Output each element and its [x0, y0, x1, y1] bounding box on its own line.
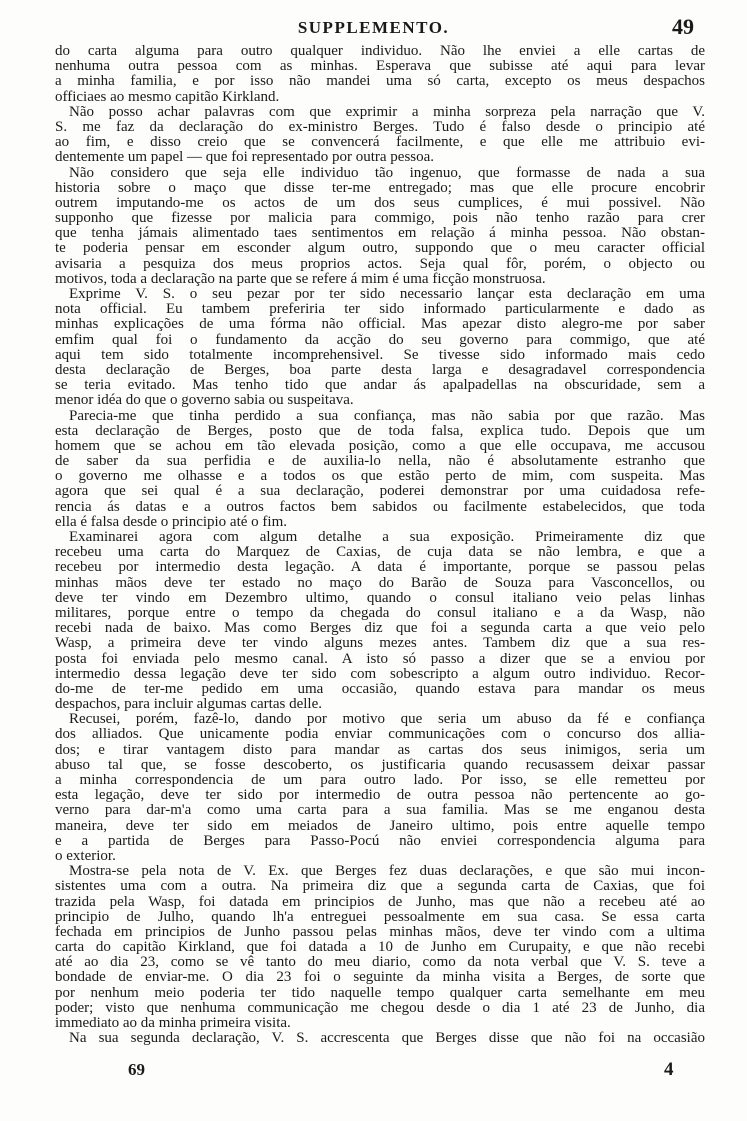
paragraph: [55, 44, 705, 105]
text-line: ella é falsa desde o principio até o fim.: [55, 513, 287, 530]
sheet-mark: 4: [664, 1059, 674, 1080]
text-line: Mostra-se pela nota de V. Ex. que Berges fez duas declarações, e que são mui incon-: [69, 863, 705, 880]
text-line: ao fim, e disso creio que se convencerá facilmente, e que elle me attribuio evi-: [55, 134, 705, 151]
paragraph: [55, 1031, 705, 1046]
text-line: menor idéa do que o governo sabia ou suspeitava.: [55, 392, 354, 409]
text-line: que tenha jámais alimentado taes sentimentos em relação á minha pessoa. Não obstan-: [55, 225, 705, 242]
text-line: a minha familia, e por isso não mandei uma só carta, excepto os meus despachos: [55, 73, 705, 90]
text-line: emfim qual foi o fundamento da acção do seu governo para commigo, que até: [55, 331, 705, 348]
paragraph: [55, 409, 705, 531]
text-line: até ao dia 23, como se vê tanto do meu diario, como da nota verbal que V. S. teve a: [55, 954, 705, 971]
text-line: esta legação, deve ter sido por intermedio de outra pessoa não pertencente ao go-: [55, 787, 705, 804]
text-line: trazida pela Wasp, foi datada em principios de Junho, mas que não a recebeu até ao: [55, 893, 705, 910]
text-line: avisaria a pesquiza dos meus proprios actos. Seja qual fôr, porém, o objecto ou: [55, 255, 705, 272]
text-line: intermedio dessa legação deve ter sido com sobescripto a algum outro individuo. Recor-: [55, 665, 705, 682]
text-line: Parecia-me que tinha perdido a sua confiança, mas não sabia por que razão. Mas: [69, 407, 705, 424]
text-line: Não posso achar palavras com que exprimir a minha sorpreza pela narração que V.: [69, 103, 705, 120]
text-line: Exprime V. S. o seu pezar por ter sido necessario lançar esta declaração em uma: [69, 286, 705, 302]
text-line: principio de Julho, quando lh'a entreguei pessoalmente em sua casa. Se essa carta: [55, 908, 705, 925]
signature-mark: 69: [128, 1060, 145, 1079]
text-line: se teria evitado. Mas tenho tido que andar ás apalpadellas na obscuridade, sem a: [55, 377, 705, 394]
text-line: despachos, para incluir algumas cartas delle.: [55, 696, 322, 713]
text-line: Recusei, porém, fazê-lo, dando por motivo que seria um abuso da fé e confiança: [69, 711, 705, 728]
text-line: Wasp, a primeira deve ter vindo alguns mezes antes. Tambem diz que a sua res-: [55, 635, 705, 652]
paragraph: [55, 712, 705, 864]
text-line: abuso tal que, se fosse descoberto, os justificaria quando recusassem deixar passar: [55, 756, 705, 773]
text-line: te poderia pensar em esconder algum outro, suppondo que o meu caracter official: [55, 240, 705, 257]
text-line: recebeu por intermedio desta legação. A data é importante, porque se passou pelas: [55, 559, 705, 576]
text-line: historia sobre o maço que disse ter-me entregado; mas que elle procure encobrir: [55, 179, 705, 196]
text-line: supponho que fizesse por malicia para commigo, pois não tenho razão para crer: [55, 210, 705, 227]
text-line: nota official. Eu tambem preferiria ter sido informado particularmente e dado as: [55, 301, 705, 318]
text-line: carta do capitão Kirkland, que foi datada a 10 de Junho em Curupaity, e que não recebi: [55, 939, 705, 956]
text-line: o exterior.: [55, 847, 116, 864]
text-line: do-me de ter-me pedido em uma occasião, quando estava para mandar os meus: [55, 680, 705, 697]
text-line: por nenhum meio poderia ter tido naquelle tempo qualquer carta semelhante em meu: [55, 984, 705, 1001]
text-line: e a partida de Berges para Passo-Pocú não enviei correspondencia alguma para: [55, 832, 705, 849]
text-line: verno para dar-m'a como uma carta para a sua familia. Mas se me enganou desta: [55, 802, 705, 819]
text-line: maneira, deve ter sido em meiados de Janeiro ultimo, pois entre aquelle tempo: [55, 817, 705, 834]
text-line: Na sua segunda declaração, V. S. accrescenta que Berges disse que não foi na occasião: [69, 1030, 705, 1047]
text-line: recebi nada de baixo. Mas como Berges diz que foi a segunda carta a que veio pelo: [55, 620, 705, 637]
text-line: de saber da sua perfidia e de auxilia-lo nella, não é absolutamente estranho que: [55, 453, 705, 470]
text-line: poder; visto que nenhuma communicação me chegou desde o dia 1 até 23 de Junho, dia: [55, 999, 705, 1016]
text-line: do carta alguma para outro qualquer individuo. Não lhe enviei a elle cartas de: [55, 43, 705, 59]
text-line: esta declaração de Berges, posto que de toda falsa, explica tudo. Depois que um: [55, 422, 705, 439]
text-line: deve ter vindo em Dezembro ultimo, quando o consul italiano veio pelas linhas: [55, 589, 705, 606]
text-line: motivos, toda a declaração na parte que se refere á mim é uma ficção monstruosa.: [55, 270, 546, 287]
text-line: dos; e tirar vantagem disto para mandar as cartas dos seus inimigos, seria um: [55, 741, 705, 758]
page-number: 49: [672, 14, 694, 39]
text-line: desta declaração de Berges, boa parte desta larga e desagradavel correspondencia: [55, 361, 705, 378]
text-line: fechada em principios de Junho passou pelas minhas mãos, deve ter vindo com a ultima: [55, 923, 705, 940]
text-line: immediato ao da minha primeira visita.: [55, 1015, 291, 1031]
text-line: S. me faz da declaração do ex-ministro Berges. Tudo é falso desde o principio até: [55, 118, 705, 135]
document-body: [55, 44, 705, 1046]
text-line: minhas explicações de uma fórma não official. Mas apezar disto alegro-me por saber: [55, 316, 705, 333]
text-line: aqui tem sido totalmente incomprehensivel. Se tivesse sido informado mais cedo: [55, 346, 705, 363]
text-line: agora que sei qual é a sua declaração, poderei demonstrar por uma cuidadosa refe-: [55, 483, 705, 500]
text-line: Não considero que seja elle individuo tão ingenuo, que formasse de nada a sua: [69, 164, 705, 181]
text-line: officiaes ao mesmo capitão Kirkland.: [55, 88, 280, 105]
paragraph: [55, 287, 705, 409]
paragraph: [55, 166, 705, 288]
text-line: posta foi enviada pelo mesmo canal. A isto só passo a dizer que se a enviou por: [55, 650, 705, 667]
text-line: minhas mãos deve ter estado no maço do Barão de Souza para Vasconcellos, ou: [55, 574, 705, 591]
text-line: outrem imputando-me os actos de um dos seus cumplices, é mui possivel. Não: [55, 194, 705, 211]
paragraph: [55, 530, 705, 712]
text-line: nenhuma outra pessoa com as minhas. Esperava que subisse até aqui para levar: [55, 58, 705, 75]
text-line: militares, porque entre o tempo da chegada do consul italiano e a da Wasp, não: [55, 604, 705, 621]
text-line: sistentes uma com a outra. Na primeira diz que a segunda carta de Caxias, que foi: [55, 878, 705, 895]
text-line: homem que se achou em tão elevada posição, como a que elle occupava, me accusou: [55, 437, 705, 454]
running-header-title: SUPPLEMENTO.: [297, 18, 450, 37]
text-line: a minha correspondencia de um para outro lado. Por isso, se elle remetteu por: [55, 772, 705, 788]
paragraph: [55, 864, 705, 1031]
paragraph: [55, 105, 705, 166]
text-line: Examinarei agora com algum detalhe a sua exposição. Primeiramente diz que: [69, 529, 705, 545]
text-line: o governo me olhasse e a todos os que estão perto de mim, com suspeita. Mas: [55, 468, 705, 485]
text-line: bondade de enviar-me. O dia 23 foi o seguinte da minha visita a Berges, de sorte que: [55, 969, 705, 986]
text-line: dos alliados. Que unicamente podia enviar communicações com o concurso dos allia-: [55, 726, 705, 743]
text-line: recebeu uma carta do Marquez de Caxias, de cuja data se não lembra, e que a: [55, 544, 705, 561]
text-line: rencia ás datas e a outros factos bem sabidos ou facilmente estabelecidos, que toda: [55, 498, 705, 515]
text-line: dentemente um papel — que foi representado por outra pessoa.: [55, 149, 435, 166]
